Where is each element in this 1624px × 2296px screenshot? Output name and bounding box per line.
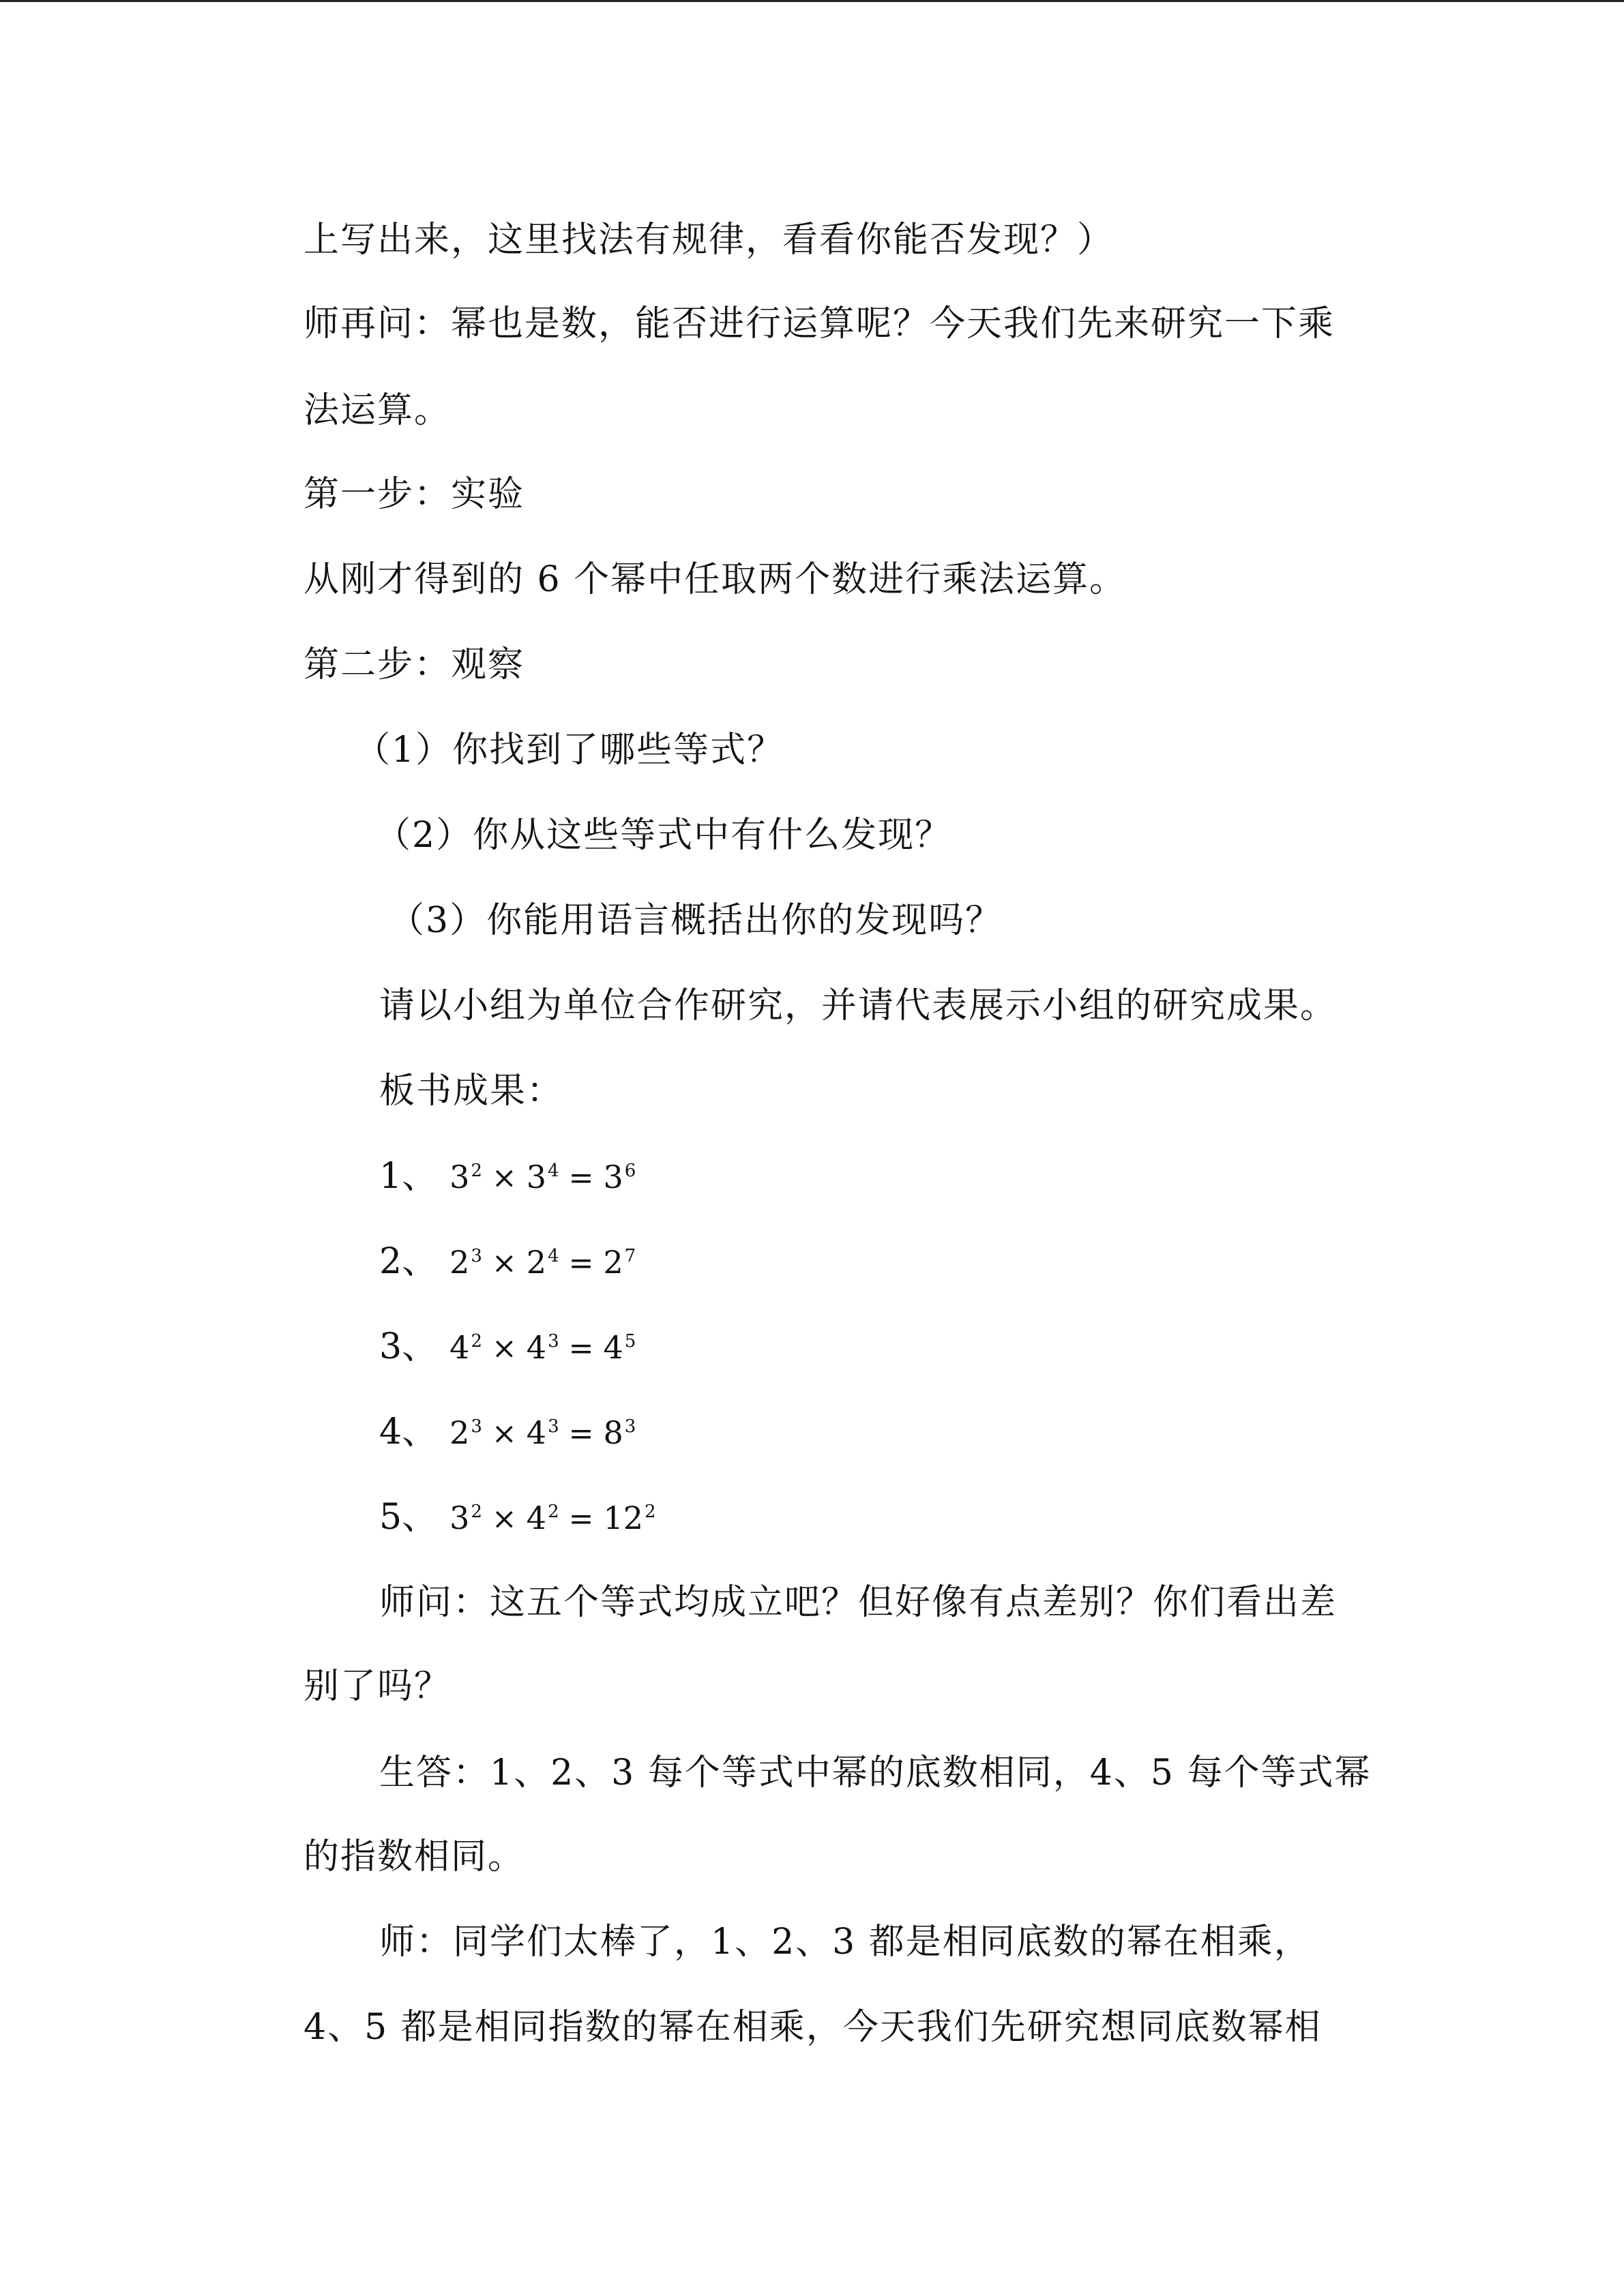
equation-exponent: 4 <box>548 1161 559 1181</box>
equation-base: 4 <box>526 1500 547 1536</box>
question-item: （1）你找到了哪些等式？ <box>355 730 784 771</box>
equation-exponent: 5 <box>624 1331 636 1352</box>
equation-label: 1、 <box>379 1156 438 1197</box>
equation-row <box>379 1238 636 1287</box>
paragraph-line: 请以小组为单位合作研究，并请代表展示小组的研究成果。 <box>379 985 1338 1026</box>
paragraph-line: 师问：这五个等式均成立吧？但好像有点差别？你们看出差 <box>379 1582 1338 1623</box>
times-sign: × <box>491 1161 517 1195</box>
paragraph-line: 生答：1、2、3 每个等式中幂的底数相同，4、5 每个等式幂 <box>379 1753 1372 1793</box>
times-sign: × <box>491 1331 517 1366</box>
paragraph-line: 上写出来，这里找法有规律，看看你能否发现？） <box>304 220 1114 260</box>
equation-exponent: 3 <box>471 1246 482 1266</box>
equation-base: 4 <box>526 1414 547 1451</box>
times-sign: × <box>491 1416 517 1451</box>
equals-sign: = <box>568 1161 594 1195</box>
equation-base: 3 <box>526 1159 547 1195</box>
paragraph-line: 的指数相同。 <box>304 1836 525 1877</box>
paragraph-line: 4、5 都是相同指数的幂在相乘，今天我们先研究想同底数幂相 <box>304 2007 1322 2048</box>
equation-exponent: 2 <box>548 1502 559 1522</box>
equation-result: 4 <box>603 1329 623 1366</box>
equals-sign: = <box>568 1416 594 1451</box>
question-item: （2）你从这些等式中有什么发现？ <box>375 815 952 856</box>
equation-exponent: 2 <box>471 1502 482 1522</box>
equation-exponent: 3 <box>471 1416 482 1437</box>
equation-row <box>379 1408 636 1458</box>
equation-label: 2、 <box>379 1241 438 1282</box>
paragraph-line: 师再问：幂也是数，能否进行运算呢？今天我们先来研究一下乘 <box>304 303 1335 344</box>
equation-base: 2 <box>526 1244 547 1281</box>
equation-exponent: 2 <box>471 1161 482 1181</box>
section-heading: 第二步：观察 <box>304 644 525 685</box>
equation-label: 5、 <box>379 1497 438 1538</box>
paragraph-line: 板书成果： <box>379 1071 564 1112</box>
paragraph-line: 从刚才得到的 6 个幂中任取两个数进行乘法运算。 <box>304 559 1127 600</box>
paragraph-line: 师：同学们太棒了，1、2、3 都是相同底数的幂在相乘， <box>379 1922 1311 1963</box>
times-sign: × <box>491 1502 517 1536</box>
equation-base: 2 <box>449 1414 470 1451</box>
equation-base: 3 <box>449 1500 470 1536</box>
equals-sign: = <box>568 1331 594 1366</box>
equation-exponent: 3 <box>548 1331 559 1352</box>
equation-exponent: 7 <box>624 1246 636 1266</box>
equation-label: 4、 <box>379 1412 438 1452</box>
equation-base: 3 <box>449 1159 470 1195</box>
equation-base: 4 <box>449 1329 470 1366</box>
equation-label: 3、 <box>379 1326 438 1367</box>
equation-exponent: 2 <box>471 1331 482 1352</box>
equation-row <box>379 1323 636 1373</box>
section-heading: 第一步：实验 <box>304 474 525 515</box>
paragraph-line: 别了吗？ <box>304 1666 452 1707</box>
equation-result: 2 <box>603 1244 623 1281</box>
equation-result: 3 <box>603 1159 623 1195</box>
equation-row <box>379 1493 656 1543</box>
equation-exponent: 4 <box>548 1246 559 1266</box>
paragraph-line: 法运算。 <box>304 390 452 431</box>
equation-exponent: 2 <box>645 1502 656 1522</box>
equation-row <box>379 1152 636 1202</box>
equation-exponent: 3 <box>624 1416 636 1437</box>
equals-sign: = <box>568 1502 594 1536</box>
equals-sign: = <box>568 1246 594 1281</box>
times-sign: × <box>491 1246 517 1281</box>
question-item: （3）你能用语言概括出你的发现吗？ <box>389 900 1003 941</box>
equation-exponent: 3 <box>548 1416 559 1437</box>
equation-result: 12 <box>603 1500 644 1536</box>
equation-result: 8 <box>603 1414 623 1451</box>
equation-base: 2 <box>449 1244 470 1281</box>
equation-exponent: 6 <box>624 1161 636 1181</box>
equation-base: 4 <box>526 1329 547 1366</box>
